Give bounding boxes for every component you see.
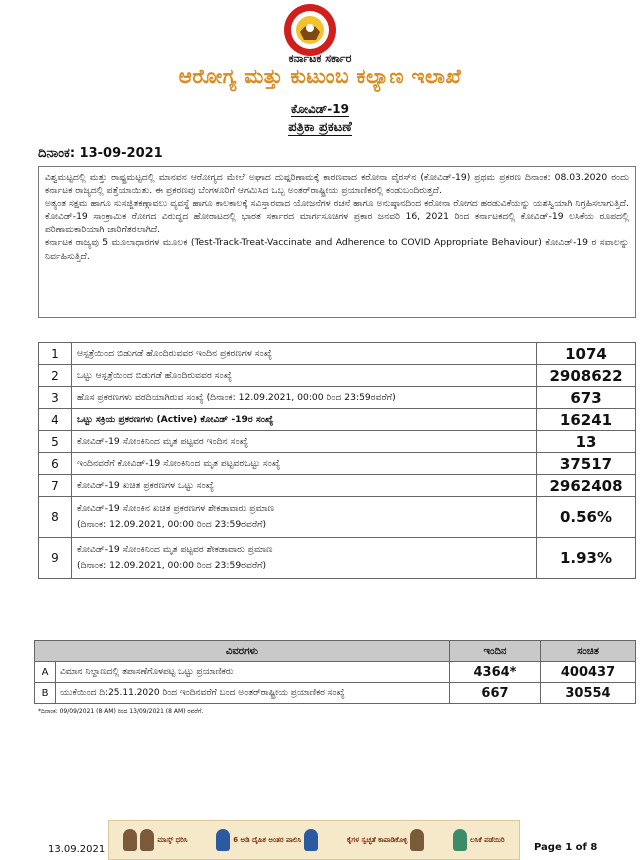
row-number: 8 xyxy=(39,497,72,538)
row-label: ಕೋವಿಡ್-19 ಸೋಂಕಿನಿಂದ ಮೃತ ಪಟ್ಟವರ ಇಂದಿನ ಸಂಖ್ಯೆ xyxy=(72,431,537,453)
distance-person-icon xyxy=(304,829,318,851)
row-label: ಒಟ್ಟು ಆಸ್ಪತ್ರೆಯಿಂದ ಬಿಡುಗಡೆ ಹೊಂದಿರುವವರ ಸಂಖ್ಯೆ xyxy=(72,365,537,387)
header-today: ಇಂದಿನ xyxy=(450,641,541,662)
row-number: 3 xyxy=(39,387,72,409)
row-number: 5 xyxy=(39,431,72,453)
row-label-cell xyxy=(72,497,537,538)
row-value: 13 xyxy=(537,431,636,453)
row-label: ವಿಮಾನ ನಿಲ್ದಾಣದಲ್ಲಿ ತಪಾಸಣೆಗೊಳಪಟ್ಟ ಒಟ್ಟು ಪ್ರಯಾಣಿಕರು xyxy=(56,662,450,683)
row-label: ಕೋವಿಡ್-19 ಖಚಿತ ಪ್ರಕರಣಗಳ ಒಟ್ಟು ಸಂಖ್ಯೆ xyxy=(72,475,537,497)
row-value: 1.93% xyxy=(537,538,636,579)
table-row xyxy=(39,497,636,538)
intro-paragraph: ವಿಶ್ವಮಟ್ಟದಲ್ಲಿ ಮತ್ತು ರಾಷ್ಟ್ರಮಟ್ಟದಲ್ಲಿ ಮಾನವನ ಆರೋಗ್ಯದ ಮೇಲೆ ಅಘಾದ ದುಷ್ಪರಿಣಾಮಕ್ಕೆ ಕಾರಣವಾದ ಕರೋನಾ ವೈರಸ್‌ನ (ಕೋವಿಡ್-19) ಪ್ರಥಮ ಪ್ರಕರಣ ದಿನಾಂಕ: 08.03.2020 ರಂದು ಕರ್ನಾಟಕ ರಾಜ್ಯದಲ್ಲಿ ಪತ್ತೆಯಾಯಿತು. ಈ ಪ್ರಕರಣವು ಬೆಂಗಳೂರಿಗೆ ಆಗಮಿಸಿದ ಒಬ್ಬ ಅಂತರ್‌ರಾಷ್ಟ್ರೀಯ ಪ್ರಯಾಣಿಕರಲ್ಲಿ ಕಂಡುಬಂದಿರುತ್ತದೆ. xyxy=(45,172,629,197)
banner-text: ಲಸಿಕೆ ಪಡೆಯಿರಿ xyxy=(470,835,505,844)
row-label: ಇಂದಿನವರೆಗೆ ಕೋವಿಡ್-19 ಸೋಂಕಿನಿಂದ ಮೃತ ಪಟ್ಟವರಒಟ್ಟು ಸಂಖ್ಯೆ xyxy=(72,453,537,475)
table-row xyxy=(39,343,636,365)
table-row xyxy=(39,475,636,497)
banner-text: ಕೈಗಳ ಸ್ವಚ್ಛತೆ ಕಾಪಾಡಿಕೊಳ್ಳಿ xyxy=(346,835,408,844)
hand-wash-icon xyxy=(410,829,424,851)
release-date: ದಿನಾಂಕ: 13-09-2021 xyxy=(38,146,163,161)
distance-person-icon xyxy=(216,829,230,851)
government-name: ಕರ್ನಾಟಕ ಸರ್ಕಾರ xyxy=(288,52,352,65)
mask-person-icon xyxy=(140,829,154,851)
department-title: ಆರೋಗ್ಯ ಮತ್ತು ಕುಟುಂಬ ಕಲ್ಯಾಣ ಇಲಾಖೆ xyxy=(178,64,462,88)
row-number: 2 xyxy=(39,365,72,387)
footnote: *ದಿನಾಂಕ: 09/09/2021 (8 AM) ರಿಂದ 13/09/2021 (8 AM) ರವರೆಗೆ. xyxy=(38,708,204,715)
table-row xyxy=(35,662,636,683)
covid-stats-table xyxy=(38,342,636,579)
row-value: 2962408 xyxy=(537,475,636,497)
row-total: 400437 xyxy=(541,662,636,683)
table-header-row xyxy=(35,641,636,662)
table-row xyxy=(39,409,636,431)
intro-text-box xyxy=(38,166,636,318)
table-row xyxy=(39,538,636,579)
intro-paragraph: ಕೋವಿಡ್-19 ಸಾಂಕ್ರಾಮಿಕ ರೋಗದ ವಿರುದ್ಧದ ಹೋರಾಟದಲ್ಲಿ ಭಾರತ ಸರ್ಕಾರದ ಮಾರ್ಗಸೂಚಿಗಳ ಪ್ರಕಾರ ಜನವರಿ 16, 2021 ರಿಂದ ಕರ್ನಾಟಕದಲ್ಲಿ ಕೋವಿಡ್-19 ಲಸಿಕೆಯ ರೂಪದಲ್ಲಿ ಪರಿಣಾಮಕಾರಿಯಾಗಿ ಜಾರಿಗೆತರಲಾಗಿದೆ. xyxy=(45,211,629,236)
table-row xyxy=(39,387,636,409)
row-key: A xyxy=(35,662,56,683)
covid-subtitle: ಕೋವಿಡ್-19 xyxy=(291,102,349,116)
row-key: B xyxy=(35,683,56,704)
mask-person-icon xyxy=(123,829,137,851)
table-row xyxy=(39,365,636,387)
row-label: ಹೊಸ ಪ್ರಕರಣಗಳು ವರದಿಯಾಗಿರುವ ಸಂಖ್ಯೆ (ದಿನಾಂಕ: 12.09.2021, 00:00 ರಿಂದ 23:59ರವರೆಗೆ) xyxy=(72,387,537,409)
travel-screening-table xyxy=(34,640,636,704)
row-label: ಒಟ್ಟು ಸಕ್ರಿಯ ಪ್ರಕರಣಗಳು (Active) ಕೋವಿಡ್ -19ರ ಸಂಖ್ಯೆ xyxy=(72,409,537,431)
intro-paragraph: ಕರ್ನಾಟಕ ರಾಜ್ಯವು 5 ಮೂಲಾಧಾರಗಳ ಮೂಲಕ (Test-Track-Treat-Vaccinate and Adherence to COVID Appropriate Behaviour) ಕೋವಿಡ್-19 ರ ಸವಾಲನ್ನು ನಿರ್ವಹಿಸುತ್ತಿದೆ. xyxy=(45,237,629,262)
table-row xyxy=(39,453,636,475)
row-label: ಯುಕೆಯಿಂದ ದಿ:25.11.2020 ರಿಂದ ಇಂದಿನವರೆಗೆ ಬಂದ ಅಂತರ್‌ರಾಷ್ಟ್ರೀಯ ಪ್ರಯಾಣಿಕರ ಸಂಖ್ಯೆ xyxy=(56,683,450,704)
banner-text: ಮಾಸ್ಕ್ ಧರಿಸಿ xyxy=(157,835,188,844)
header-cumulative: ಸಂಚಿತ xyxy=(541,641,636,662)
footer-date: 13.09.2021 xyxy=(48,844,106,855)
row-label: ಕೋವಿಡ್-19 ಸೋಂಕಿನ ಖಚಿತ ಪ್ರಕರಣಗಳ ಶೇಕಡಾವಾರು ಪ್ರಮಾಣ xyxy=(77,503,275,514)
row-number: 6 xyxy=(39,453,72,475)
header-details: ವಿವರಗಳು xyxy=(35,641,450,662)
row-label: ಕೋವಿಡ್-19 ಸೋಂಕಿನಿಂದ ಮೃತ ಪಟ್ಟವರ ಶೇಕಡಾವಾರು ಪ್ರಮಾಣ xyxy=(77,544,273,555)
page-number: Page 1 of 8 xyxy=(534,842,598,853)
row-number: 9 xyxy=(39,538,72,579)
vaccination-icon xyxy=(453,829,467,851)
table-row xyxy=(35,683,636,704)
row-today: 667 xyxy=(450,683,541,704)
covid-precautions-banner xyxy=(108,820,520,860)
row-value: 673 xyxy=(537,387,636,409)
karnataka-emblem-icon xyxy=(278,2,342,58)
row-value: 2908622 xyxy=(537,365,636,387)
row-value: 16241 xyxy=(537,409,636,431)
table-row xyxy=(39,431,636,453)
intro-paragraph: ಅತ್ಯಂತ ಸಕ್ಷಮ ಹಾಗೂ ಸುಸಜ್ಜಿತಕಣ್ಗಾವಲು ವ್ಯವಸ್ಥೆ ಹಾಗೂ ಕಾಲಕಾಲಕ್ಕೆ ಸವಿಸ್ತಾರವಾದ ಯೋಜನೆಗಳ ರಚನೆ ಹಾಗೂ ಅನುಷ್ಠಾನದಿಂದ ಕರೋನಾ ರೋಗದ ಹರಡುವಿಕೆಯನ್ನು ಯಶಸ್ವಿಯಾಗಿ ನಿಗ್ರಹಿಸಲಾಗುತ್ತಿದೆ. xyxy=(45,198,629,210)
row-date-range: (ದಿನಾಂಕ: 12.09.2021, 00:00 ರಿಂದ 23:59ರವರೆಗೆ) xyxy=(77,560,267,571)
row-today: 4364* xyxy=(450,662,541,683)
row-value: 37517 xyxy=(537,453,636,475)
row-label: ಆಸ್ಪತ್ರೆಯಿಂದ ಬಿಡುಗಡೆ ಹೊಂದಿರುವವರ ಇಂದಿನ ಪ್ರಕರಣಗಳ ಸಂಖ್ಯೆ xyxy=(72,343,537,365)
row-number: 1 xyxy=(39,343,72,365)
row-total: 30554 xyxy=(541,683,636,704)
row-value: 1074 xyxy=(537,343,636,365)
row-number: 7 xyxy=(39,475,72,497)
row-number: 4 xyxy=(39,409,72,431)
banner-text: 6 ಅಡಿ ದೈಹಿಕ ಅಂತರ ಪಾಲಿಸಿ xyxy=(233,835,302,844)
row-label-cell xyxy=(72,538,537,579)
row-date-range: (ದಿನಾಂಕ: 12.09.2021, 00:00 ರಿಂದ 23:59ರವರೆಗೆ) xyxy=(77,519,267,530)
row-value: 0.56% xyxy=(537,497,636,538)
press-release-title: ಪತ್ರಿಕಾ ಪ್ರಕಟಣೆ xyxy=(288,120,352,135)
